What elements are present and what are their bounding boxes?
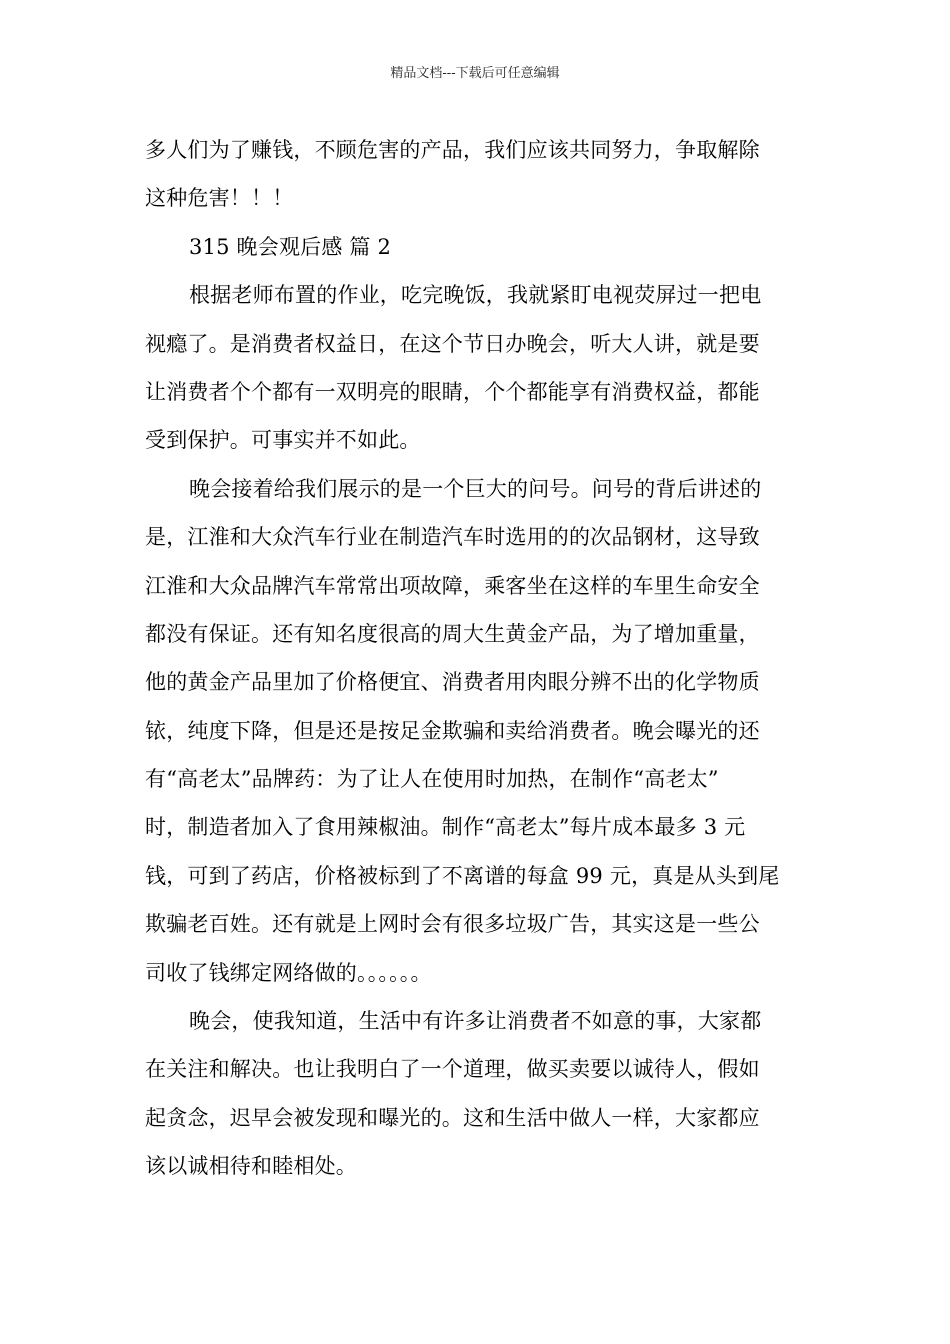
text-line: 有“高老太”品牌药：为了让人在使用时加热，在制作“高老太” [145,767,719,792]
text-line: 受到保护。可事实并不如此。 [145,428,421,453]
text-line: 让消费者个个都有一双明亮的眼睛，个个都能享有消费权益，都能 [145,379,760,404]
text-line: 欺骗老百姓。还有就是上网时会有很多垃圾广告，其实这是一些公 [145,912,760,937]
text-line: 都没有保证。还有知名度很高的周大生黄金产品，为了增加重量， [145,621,760,646]
text-line: 这种危害！！！ [145,186,294,211]
text-line: 司收了钱绑定网络做的。。。。。。 [145,960,432,985]
text-line: 视瘾了。是消费者权益日，在这个节日办晚会，听大人讲，就是要 [145,331,760,356]
text-line: 多人们为了赚钱，不顾危害的产品，我们应该共同努力，争取解除 [145,138,760,162]
section-heading: 315 晚会观后感 篇 2 [189,234,392,259]
text-line: 他的黄金产品里加了价格便宜、消费者用肉眼分辨不出的化学物质 [145,670,760,695]
text-line: 晚会，使我知道，生活中有许多让消费者不如意的事，大家都 [189,1009,762,1034]
text-line: 根据老师布置的作业，吃完晚饭，我就紧盯电视荧屏过一把电 [189,283,762,308]
text-line: 该以诚相待和睦相处。 [145,1154,357,1179]
text-line: 起贪念，迟早会被发现和曝光的。这和生活中做人一样，大家都应 [145,1105,760,1130]
page-header: 精品文档---下载后可任意编辑 [390,66,560,81]
text-line: 时，制造者加入了食用辣椒油。制作“高老太”每片成本最多 3 元 [145,815,746,840]
text-line: 江淮和大众品牌汽车常常出项故障，乘客坐在这样的车里生命安全 [145,573,760,598]
text-line: 在关注和解决。也让我明白了一个道理，做买卖要以诚待人，假如 [145,1057,760,1082]
text-line: 晚会接着给我们展示的是一个巨大的问号。问号的背后讲述的 [189,476,762,501]
text-line: 铱，纯度下降，但是还是按足金欺骗和卖给消费者。晚会曝光的还 [145,718,760,743]
text-line: 钱，可到了药店，价格被标到了不离谱的每盒 99 元，真是从头到尾 [145,863,780,888]
text-line: 是，江淮和大众汽车行业在制造汽车时选用的的次品钢材，这导致 [145,525,760,550]
document-body [145,126,810,1191]
